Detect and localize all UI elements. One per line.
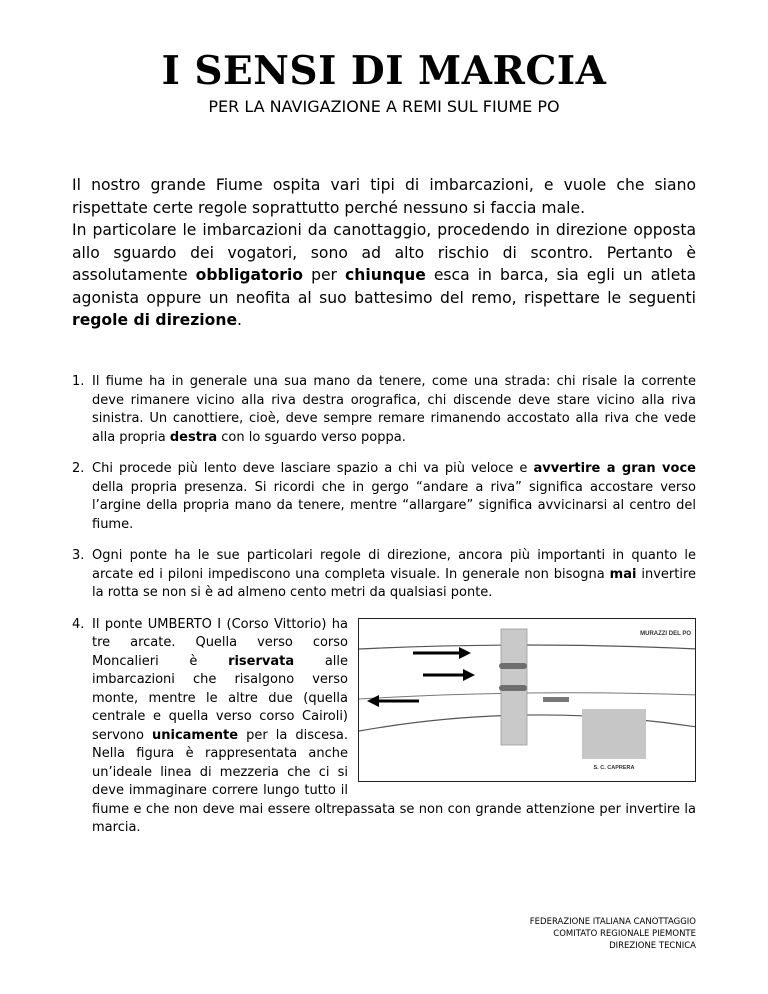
intro-text: per [303, 266, 346, 284]
footer [530, 917, 696, 952]
footer-line: FEDERAZIONE ITALIANA CANOTTAGGIO [529, 917, 696, 927]
rule-number: 2. [72, 461, 85, 476]
river-bank-top [359, 645, 696, 649]
rule-text: della propria presenza. Si ricordi che in gergo “andare a riva” significa accostare verso l’argine della propria mano da tenere, mentre “allargare” significa avvicinarsi al centro del fiume. [92, 479, 696, 532]
label-murazzi: MURAZZI DEL PO [640, 630, 691, 637]
rule-text: Il ponte UMBERTO I (Corso Vittorio) ha tre arcate. Quella verso corso Moncalieri è [92, 616, 348, 669]
arrow-upstream-1 [413, 647, 471, 659]
rule-text: alle imbarcazioni che risalgono verso monte, mentre le altre due (quella centrale e quella verso corso Cairoli) servono [92, 653, 349, 743]
rule-text: Il fiume ha in generale una sua mano da tenere, come una strada: chi risale la corrente deve rimanere vicino alla riva destra orografica, chi discende deve stare vicino alla riva sinistra. Un canottiere, cioè, deve sempre remare rimanendo accostato alla riva che vede alla propria [92, 374, 696, 445]
river-centerline [359, 692, 696, 698]
rule-bold: avvertire a gran voce [533, 461, 696, 476]
intro-bold-obbligatorio: obbligatorio [195, 266, 304, 284]
rule-bold: riservata [228, 653, 295, 669]
bridge-figure-wrapper [358, 618, 696, 782]
intro-text: . [237, 311, 242, 329]
bridge-pillar [499, 663, 527, 669]
jetty [543, 697, 569, 702]
club-building [582, 709, 646, 759]
rule-text: Ogni ponte ha le sue particolari regole di direzione, ancora più importanti in quanto le arcate ed i piloni impediscono una completa visuale. In generale non bisogna [92, 548, 696, 582]
intro-bold-chiunque: chiunque [345, 266, 426, 284]
intro-text: In particolare le imbarcazioni da canottaggio, procedendo in direzione opposta allo sguardo dei vogatori, sono ad alto rischio di scontro. Pertanto è assolutamente [72, 221, 696, 284]
intro-paragraph-1: Il nostro grande Fiume ospita vari tipi di imbarcazioni, e vuole che siano rispettate certe regole soprattutto perché nessuno si faccia male. [72, 176, 696, 217]
arrow-upstream-2 [423, 669, 475, 681]
rule-bold: unicamente [151, 727, 239, 743]
bridge-pillar [499, 685, 527, 691]
intro-bold-regole: regole di direzione [72, 311, 238, 329]
rule-item-1 [72, 373, 696, 447]
rule-text: con lo sguardo verso poppa. [217, 429, 406, 445]
footer-line: DIREZIONE TECNICA [609, 940, 696, 951]
footer-line: COMITATO REGIONALE PIEMONTE [553, 928, 696, 939]
rule-bold: mai [609, 566, 637, 582]
rule-text: Chi procede più lento deve lasciare spazio a chi va più veloce e [92, 461, 534, 476]
page-title: I SENSI DI MARCIA [161, 48, 607, 94]
rule-text: invertire la rotta se non si è ad almeno cento metri da qualsiasi ponte. [92, 566, 696, 600]
page-subtitle: PER LA NAVIGAZIONE A REMI SUL FIUME PO [208, 97, 560, 116]
rule-item-4 [72, 616, 696, 835]
bridge-diagram [359, 619, 696, 782]
rule-number: 3. [72, 548, 85, 563]
rule-number: 1. [72, 374, 85, 389]
rule-number: 4. [72, 616, 85, 632]
label-caprera: S. C. CAPRERA [593, 764, 635, 771]
bridge-figure [358, 618, 696, 782]
rules-list [72, 373, 696, 839]
intro-text: esca in barca, sia egli un atleta agonista oppure un neofita al suo battesimo del remo, rispettare le seguenti [72, 266, 697, 307]
rule-item-2 [72, 460, 696, 534]
intro-paragraph-2 [72, 219, 696, 332]
rule-text: per la discesa. Nella figura è rappresentata anche un’ideale linea di mezzeria che ci si deve immaginare correre lungo tutto il fiume e che non deve mai essere oltrepassata se non con grande attenzione per invertire la marcia. [92, 727, 696, 835]
intro-section [72, 174, 696, 332]
rule-item-3 [72, 547, 696, 603]
rule-bold: destra [169, 429, 218, 445]
